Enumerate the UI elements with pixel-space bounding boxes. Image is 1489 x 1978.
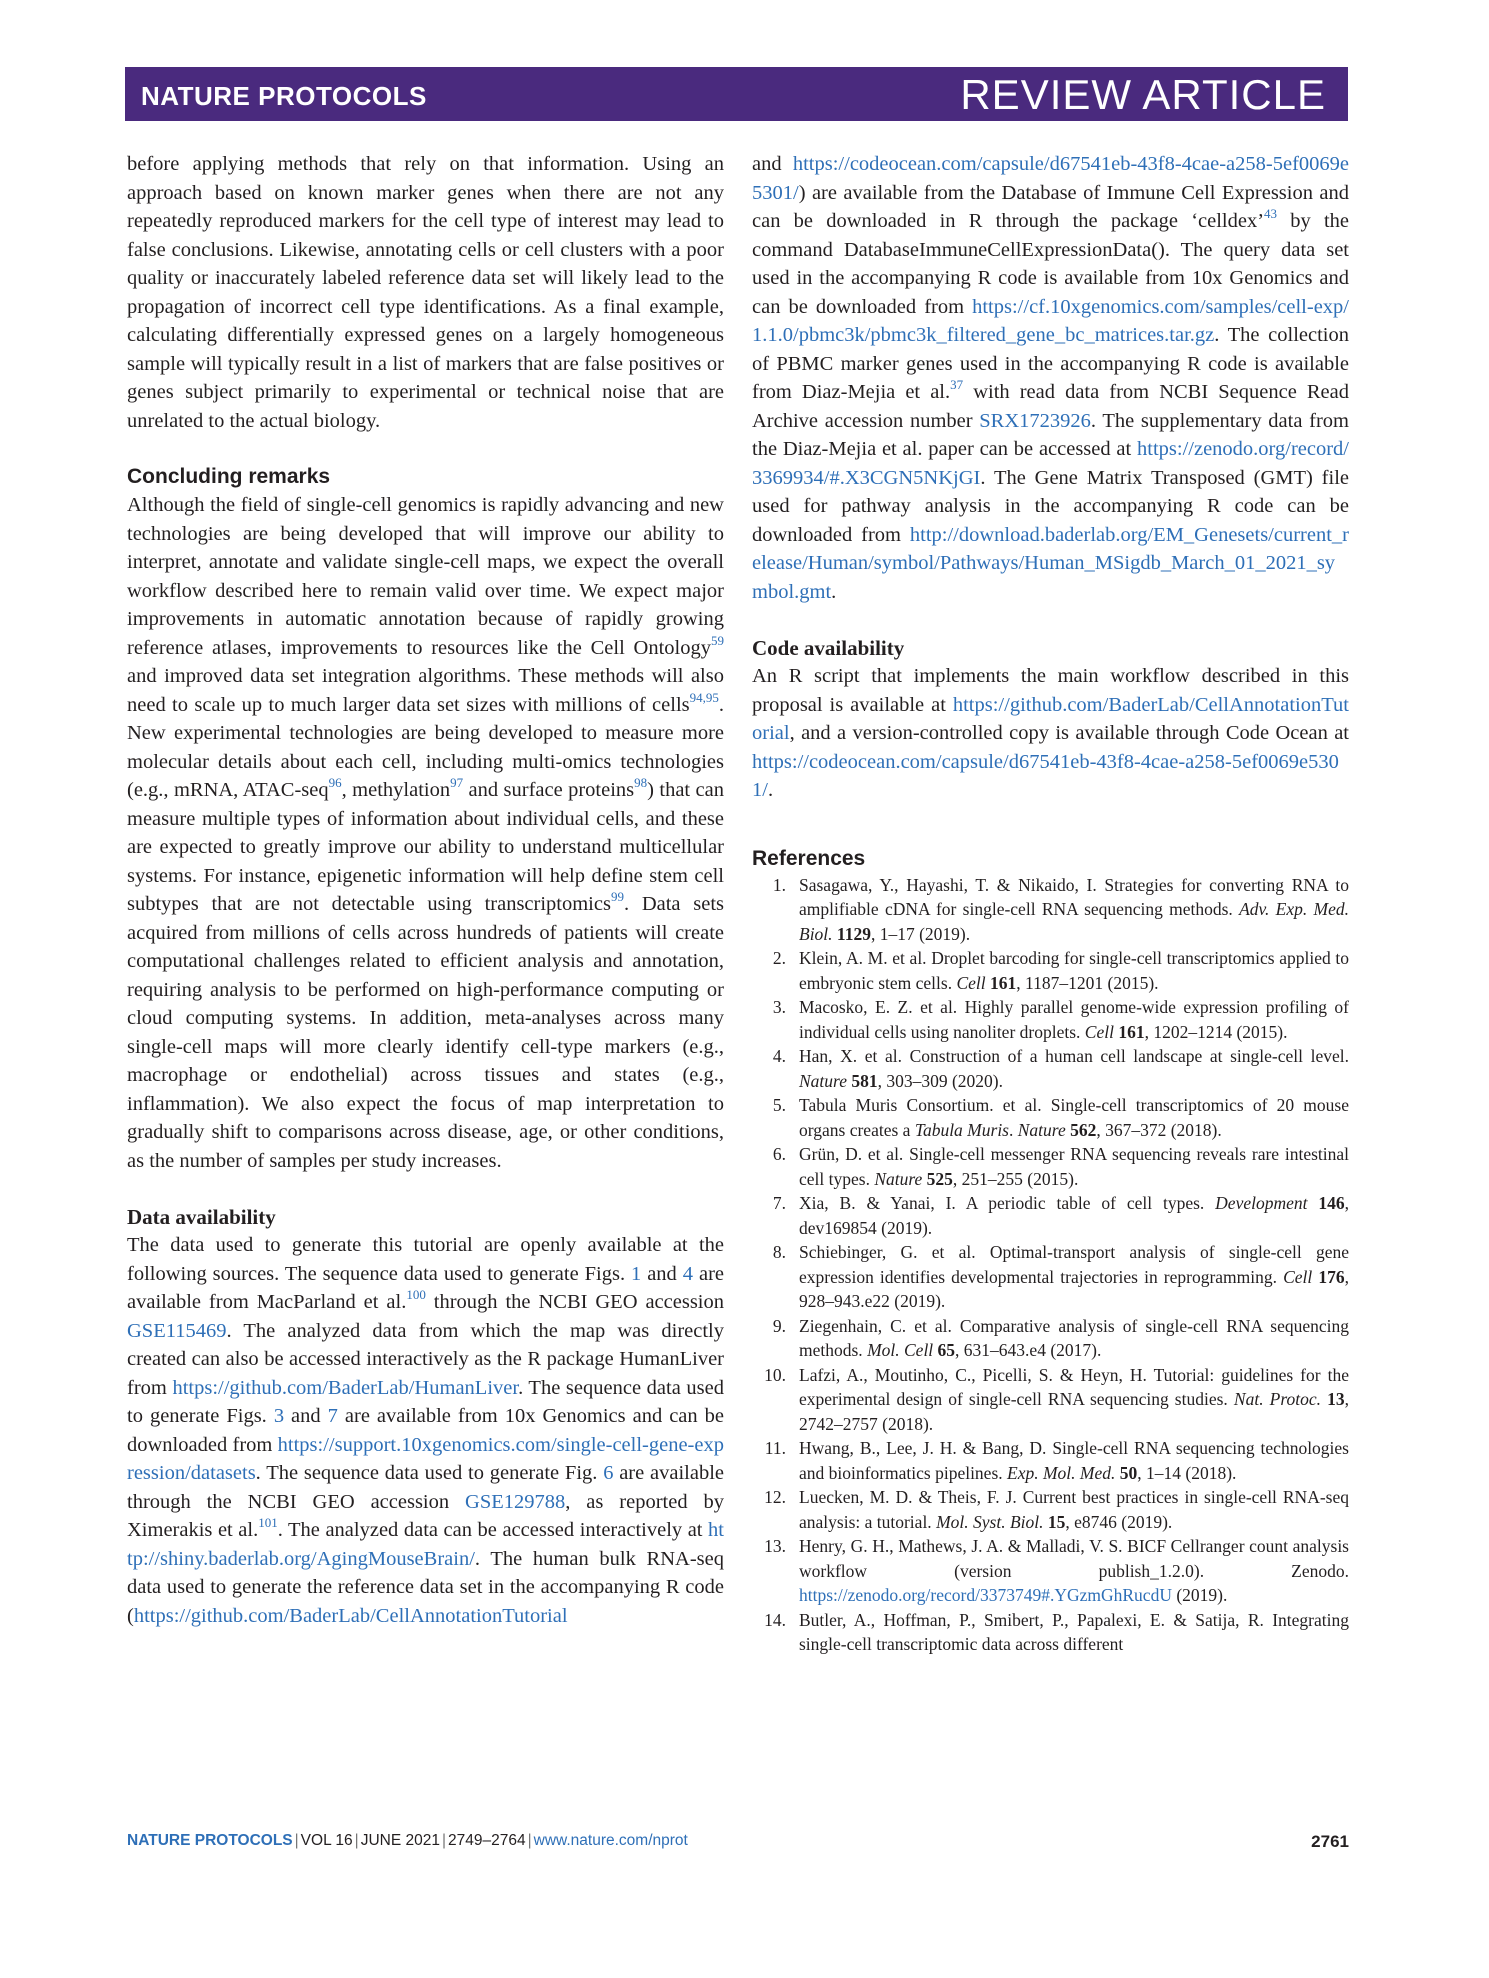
reference-volume: 161 (990, 972, 1017, 993)
footer-pages: 2749–2764 (448, 1832, 526, 1849)
reference-number: 2. (772, 948, 786, 968)
reference-number: 5. (772, 1095, 786, 1115)
reference-pages: , e8746 (2019). (1065, 1511, 1173, 1532)
reference-pages: , 631–643.e4 (2017). (955, 1340, 1102, 1360)
reference-number: 13. (764, 1536, 786, 1556)
pbmc3k-download-link[interactable]: https://cf.10xgenomics.com/samples/cell-exp/1.1.0/pbmc3k/pbmc3k_filtered_gene_bc_matrices.tar.gz (752, 295, 1349, 346)
reference-item (752, 946, 1349, 995)
reference-journal: Cell (956, 972, 986, 993)
journal-header-bar (125, 67, 1348, 121)
reference-item (752, 873, 1349, 947)
reference-pages: , dev169854 (2019). (799, 1193, 1350, 1238)
citation[interactable]: 100 (406, 1287, 426, 1302)
references-list (752, 873, 1349, 1657)
citation[interactable]: 59 (711, 632, 724, 648)
right-column (752, 150, 1349, 1657)
reference-item (752, 1534, 1349, 1608)
reference-number: 7. (772, 1193, 786, 1213)
reference-volume: 581 (851, 1070, 878, 1091)
reference-text: Macosko, E. Z. et al. Highly parallel genome-wide expression profiling of individual cells using nanoliter droplets. (799, 997, 1349, 1042)
codeocean-link[interactable]: https://codeocean.com/capsule/d67541eb-43f8-4cae-a258-5ef0069e5301/ (752, 153, 1349, 204)
citation[interactable]: 37 (950, 377, 964, 392)
reference-item (752, 1363, 1349, 1437)
journal-name: NATURE PROTOCOLS (141, 81, 427, 111)
reference-item (752, 1608, 1349, 1657)
reference-journal: Development (1215, 1193, 1308, 1213)
citation[interactable]: 98 (634, 775, 648, 790)
reference-text: Han, X. et al. Construction of a human cell landscape at single-cell level. (799, 1046, 1349, 1066)
geo-accession-link[interactable]: GSE129788 (465, 1490, 566, 1513)
reference-italic-text: Tabula Muris (914, 1119, 1009, 1140)
reference-pages: , 1202–1214 (2015). (1144, 1021, 1288, 1042)
figure-link[interactable]: 3 (273, 1405, 285, 1427)
data-availability-paragraph: The data used to generate this tutorial are openly available at the following sources. The sequence data used to generate Figs. 1 and 4 are available from MacParland et al.$^{100}$ through the NCBI GEO accession GSE115469. The analyzed data from which the map was directly created can also be accessed interactively as the R package HumanLiver from https://github.com/BaderLab/HumanLiver. The sequence data used to generate Figs. 3 and 7 are available from 10x Genomics and can be downloaded from https://support.10xgenomics.com/single-cell-gene-expression/datasets. The sequence data used to generate Fig. 6 are available through the NCBI GEO accession GSE129788, as reported by Ximerakis et al.$^{101}$. The analyzed data can be accessed interactively at http://shiny.baderlab.org/AgingMouseBrain/. The human bulk RNA-seq data used to generate the reference data set in the accompanying R code (https://github.com/BaderLab/CellAnnotationTutorial (127, 1234, 724, 1627)
reference-volume: 65 (937, 1340, 956, 1360)
reference-pages: , 303–309 (2020). (877, 1070, 1003, 1091)
reference-pages: , 1–17 (2019). (870, 923, 971, 944)
reference-volume: 15 (1047, 1511, 1066, 1532)
reference-item (752, 1240, 1349, 1314)
figure-link[interactable]: 4 (682, 1262, 694, 1285)
reference-volume: 161 (1118, 1021, 1145, 1042)
reference-text: Tabula Muris Consortium. et al. Single-cell transcriptomics of 20 mouse organs creates a (799, 1095, 1349, 1140)
figure-link[interactable]: 7 (327, 1405, 338, 1427)
reference-pages: , 1–14 (2018). (1137, 1462, 1237, 1483)
figure-link[interactable]: 6 (603, 1462, 614, 1484)
reference-item (752, 1044, 1349, 1093)
reference-text: Luecken, M. D. & Theis, F. J. Current best practices in single-cell RNA-seq analysis: a tutorial. (799, 1487, 1349, 1532)
reference-item (752, 1093, 1349, 1142)
reference-volume: 13 (1327, 1389, 1345, 1409)
humanliver-link[interactable]: https://github.com/BaderLab/HumanLiver (172, 1376, 519, 1399)
left-column (127, 150, 724, 1630)
reference-pages: , 928–943.e22 (2019). (799, 1266, 1349, 1311)
reference-journal: Mol. Cell (867, 1340, 934, 1360)
concluding-remarks-heading: Concluding remarks (127, 465, 331, 488)
footer-url-link[interactable]: www.nature.com/nprot (533, 1832, 688, 1849)
reference-journal: Nature (1017, 1119, 1066, 1140)
footer-date: JUNE 2021 (360, 1832, 440, 1849)
reference-text: Grün, D. et al. Single-cell messenger RNA sequencing reveals rare intestinal cell types. (799, 1144, 1349, 1189)
reference-text: Hwang, B., Lee, J. H. & Bang, D. Single-cell RNA sequencing technologies and bioinformatics pipelines. (799, 1438, 1349, 1483)
reference-number: 10. (764, 1364, 786, 1385)
citation[interactable]: 43 (1264, 206, 1278, 221)
reference-item (752, 995, 1349, 1044)
reference-number: 11. (764, 1438, 786, 1458)
reference-text: Sasagawa, Y., Hayashi, T. & Nikaido, I. Strategies for converting RNA to amplifiable cDNA for single-cell RNA sequencing methods. (799, 874, 1349, 919)
reference-journal: Nature (874, 1168, 923, 1189)
reference-number: 9. (772, 1315, 786, 1336)
reference-number: 4. (772, 1046, 786, 1066)
reference-number: 3. (772, 997, 786, 1017)
codeocean-link[interactable]: https://codeocean.com/capsule/d67541eb-43f8-4cae-a258-5ef0069e5301/ (752, 750, 1339, 801)
reference-pages: , 2742–2757 (2018). (799, 1389, 1350, 1434)
geo-accession-link[interactable]: GSE115469 (127, 1319, 227, 1342)
reference-pages: (2019). (1171, 1585, 1228, 1605)
github-repo-link[interactable]: https://github.com/BaderLab/CellAnnotationTutorial (752, 693, 1349, 744)
footer-volume: VOL 16 (300, 1832, 353, 1849)
reference-pages: , 367–372 (2018). (1096, 1119, 1222, 1140)
reference-number: 14. (764, 1609, 786, 1630)
page-footer: NATURE PROTOCOLS | VOL 16 | JUNE 2021 | 2749–2764 | www.nature.com/nprot 2761 (127, 1832, 1349, 1851)
code-availability-paragraph: An R script that implements the main workflow described in this proposal is available at https://github.com/BaderLab/CellAnnotationTutorial, and a version-controlled copy is available through Code Ocean at https://codeocean.com/capsule/d67541eb-43f8-4cae-a258-5ef0069e5301/. (752, 665, 1349, 801)
reference-text: Lafzi, A., Moutinho, C., Picelli, S. & Heyn, H. Tutorial: guidelines for the experimental design of single-cell RNA sequencing studies. (799, 1364, 1349, 1409)
intro-paragraph: before applying methods that rely on that information. Using an approach based on known marker genes when there are not any repeatedly reproduced markers for the cell type of interest may lead to false conclusions. Likewise, annotating cells or cell clusters with a poor quality or inaccurately labeled reference data set will likely lead to the propagation of incorrect cell type identifications. As a final example, calculating differentially expressed genes on a largely homogeneous sample will typically result in a list of markers that are false positives or genes subject primarily to experimental or technical noise that are unrelated to the actual biology. (127, 153, 724, 432)
reference-item (752, 1314, 1349, 1363)
references-heading: References (752, 846, 866, 870)
reference-item (752, 1436, 1349, 1485)
reference-item (752, 1191, 1349, 1240)
reference-volume: 1129 (836, 923, 871, 944)
reference-text: Henry, G. H., Mathews, J. A. & Malladi, V. S. BICF Cellranger count analysis workflow (version publish_1.2.0). Zenodo. (799, 1536, 1349, 1581)
page-number: 2761 (1311, 1832, 1349, 1851)
data-availability-heading: Data availability (127, 1205, 276, 1229)
reference-text: . (1009, 1119, 1018, 1140)
citation[interactable]: 96 (328, 775, 342, 790)
gmt-download-link[interactable]: http://download.baderlab.org/EM_Genesets/current_release/Human/symbol/Pathways/Human_MSigdb_March_01_2021_symbol.gmt (752, 523, 1349, 603)
tutorial-github-link[interactable]: https://github.com/BaderLab/CellAnnotationTutorial (133, 1604, 568, 1627)
reference-pages: , 251–255 (2015). (952, 1168, 1079, 1189)
article-type: REVIEW ARTICLE (960, 71, 1326, 118)
reference-item (752, 1142, 1349, 1191)
concluding-remarks-paragraph: Although the field of single-cell genomics is rapidly advancing and new technologies are being developed that will improve our ability to interpret, annotate and validate single-cell maps, we expect the overall workflow described here to remain valid over time. We expect major improvements in automatic annotation because of rapidly growing reference atlases, improvements to resources like the Cell Ontology$^{59}$ and improved data set integration algorithms. These methods will also need to scale up to much larger data set sizes with millions of cells$^{94,95}$. New experimental technologies are being developed to measure more molecular details about each cell, including multi-omics technologies (e.g., mRNA, ATAC-seq$^{96}$, methylation$^{97}$ and surface proteins$^{98}$) that can measure multiple types of information about individual cells, and these are expected to greatly improve our ability to understand multicellular systems. For instance, epigenetic information will help define stem cell subtypes that are not detectable using transcriptomics$^{99}$. Data sets acquired from millions of cells across hundreds of patients will create computational challenges related to efficient analysis and annotation, requiring analysis to be performed on high-performance computing or cloud computing systems. In addition, meta-analyses across many single-cell maps will more clearly identify cell-type markers (e.g., macrophage or endothelial) across tissues and states (e.g., inflammation). We also expect the focus of map interpretation to gradually shift to comparisons across disease, age, or other conditions, as the number of samples per study increases. (127, 494, 724, 1172)
reference-journal: Mol. Syst. Biol. (936, 1511, 1044, 1532)
reference-number: 1. (772, 874, 786, 895)
reference-text: Xia, B. & Yanai, I. A periodic table of cell types. (799, 1193, 1216, 1213)
reference-journal: Nature (799, 1070, 847, 1091)
reference-journal: Cell (1084, 1021, 1114, 1042)
reference-journal: Cell (1283, 1266, 1313, 1287)
reference-number: 12. (764, 1487, 786, 1507)
data-availability-continued: and https://codeocean.com/capsule/d67541eb-43f8-4cae-a258-5ef0069e5301/) are available from the Database of Immune Cell Expression and can be downloaded in R through the package ‘celldex’$^{43}$ by the command DatabaseImmuneCellExpressionData(). The query data set used in the accompanying R code is available from 10x Genomics and can be downloaded from https://cf.10xgenomics.com/samples/cell-exp/1.1.0/pbmc3k/pbmc3k_filtered_gene_bc_matrices.tar.gz. The collection of PBMC marker genes used in the accompanying R code is available from Diaz-Mejia et al.$^{37}$ with read data from NCBI Sequence Read Archive accession number SRX1723926. The supplementary data from the Diaz-Mejia et al. paper can be accessed at https://zenodo.org/record/3369934/#.X3CGN5NKjGI. The Gene Matrix Transposed (GMT) file used for pathway analysis in the accompanying R code can be downloaded from http://download.baderlab.org/EM_Genesets/current_release/Human/symbol/Pathways/Human_MSigdb_March_01_2021_symbol.gmt. (752, 153, 1349, 603)
reference-text: Ziegenhain, C. et al. Comparative analysis of single-cell RNA sequencing methods. (799, 1315, 1349, 1360)
citation[interactable]: 99 (610, 889, 624, 904)
10x-datasets-link[interactable]: https://support.10xgenomics.com/single-cell-gene-expression/datasets (127, 1433, 724, 1484)
citation[interactable]: 94,95 (689, 689, 719, 705)
reference-volume: 562 (1070, 1119, 1097, 1140)
reference-volume: 146 (1318, 1193, 1345, 1213)
citation[interactable]: 97 (450, 775, 464, 790)
zenodo-link[interactable]: https://zenodo.org/record/3369934/#.X3CGN5NKjGI (752, 438, 1349, 489)
reference-number: 6. (772, 1144, 786, 1164)
reference-text: Schiebinger, G. et al. Optimal-transport analysis of single-cell gene expression identifies developmental trajectories in reprogramming. (799, 1242, 1349, 1287)
citation[interactable]: 101 (258, 1515, 278, 1530)
reference-journal: Nat. Protoc. (1233, 1389, 1322, 1409)
footer-journal: NATURE PROTOCOLS (127, 1832, 293, 1849)
reference-journal: Adv. Exp. Med. Biol. (799, 899, 1349, 944)
reference-journal: Exp. Mol. Med. (1007, 1462, 1116, 1483)
aging-mouse-brain-link[interactable]: http://shiny.baderlab.org/AgingMouseBrain/ (127, 1519, 724, 1570)
reference-link[interactable]: https://zenodo.org/record/3373749#.YGzmGhRucdU (799, 1585, 1172, 1605)
reference-number: 8. (772, 1242, 786, 1262)
code-availability-heading: Code availability (752, 636, 905, 660)
reference-volume: 525 (926, 1168, 953, 1189)
reference-text: Klein, A. M. et al. Droplet barcoding for single-cell transcriptomics applied to embryonic stem cells. (799, 948, 1349, 993)
reference-pages: , 1187–1201 (2015). (1016, 972, 1159, 993)
sra-accession-link[interactable]: SRX1723926 (979, 409, 1091, 432)
reference-volume: 176 (1318, 1266, 1345, 1287)
reference-volume: 50 (1119, 1462, 1138, 1483)
reference-item (752, 1485, 1349, 1534)
reference-text: Butler, A., Hoffman, P., Smibert, P., Papalexi, E. & Satija, R. Integrating single-cell transcriptomic data across different (799, 1609, 1349, 1654)
figure-link[interactable]: 1 (631, 1262, 642, 1285)
